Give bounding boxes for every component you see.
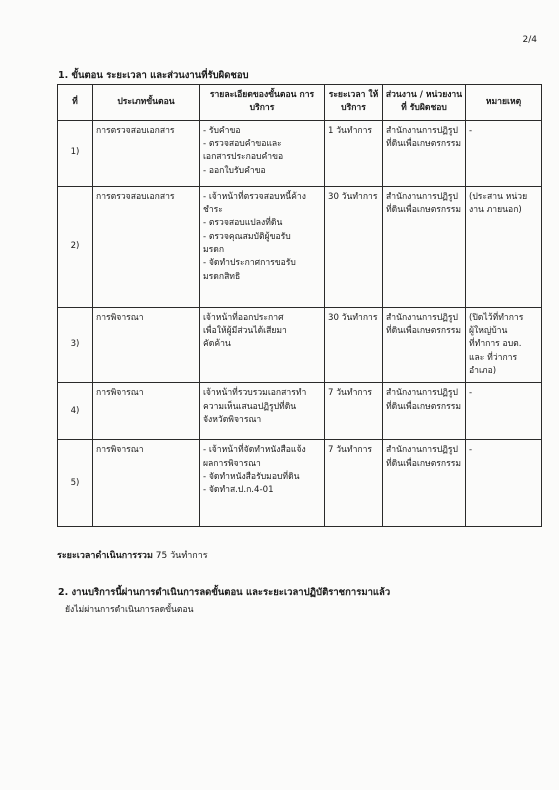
table-row <box>58 383 542 440</box>
detail-line: - ตรวจคุณสมบัติผู้ขอรับ <box>203 231 291 242</box>
step-details <box>200 186 325 307</box>
header-duration: ระยะเวลา ให้บริการ <box>325 85 383 121</box>
detail-line: เอกสารประกอบคำขอ <box>203 152 284 163</box>
total-time-value: 75 วันทำการ <box>155 551 208 561</box>
row-number: 3) <box>58 307 93 383</box>
step-details <box>200 120 325 186</box>
detail-line: - เจ้าหน้าที่ตรวจสอบหนี้ค้าง <box>203 191 306 202</box>
total-time-label: ระยะเวลาดำเนินการรวม <box>57 551 153 561</box>
step-remark: - <box>466 440 542 527</box>
section2-title: 2. งานบริการนี้ผ่านการดำเนินการลดขั้นตอน และระยะเวลาปฏิบัติราชการมาแล้ว <box>58 587 391 598</box>
header-unit: ส่วนงาน / หน่วยงานที่ รับผิดชอบ <box>383 85 466 121</box>
page-number: 2/4 <box>522 35 537 45</box>
row-number: 1) <box>58 120 93 186</box>
step-duration: 7 วันทำการ <box>325 383 383 440</box>
step-type: การพิจารณา <box>93 440 200 527</box>
detail-line: - ออกใบรับคำขอ <box>203 165 266 176</box>
step-remark: (ประสาน หน่วยงาน ภายนอก) <box>466 186 542 307</box>
detail-line: - จัดทำส.ป.ก.4-01 <box>203 485 274 496</box>
row-number: 2) <box>58 186 93 307</box>
responsible-unit: สำนักงานการปฏิรูปที่ดินเพื่อเกษตรกรรม <box>383 440 466 527</box>
step-details <box>200 307 325 383</box>
responsible-unit: สำนักงานการปฏิรูปที่ดินเพื่อเกษตรกรรม <box>383 383 466 440</box>
detail-line: เพื่อให้ผู้มีส่วนได้เสียมา <box>203 325 287 336</box>
steps-table <box>57 84 542 527</box>
section2-text: ยังไม่ผ่านการดำเนินการลดขั้นตอน <box>65 605 194 615</box>
detail-line: มรดกสิทธิ <box>203 271 241 282</box>
step-type: การตรวจสอบเอกสาร <box>93 186 200 307</box>
step-details <box>200 383 325 440</box>
step-type: การพิจารณา <box>93 383 200 440</box>
detail-line: เจ้าหน้าที่รวบรวมเอกสารทำ <box>203 388 307 399</box>
responsible-unit: สำนักงานการปฏิรูปที่ดินเพื่อเกษตรกรรม <box>383 120 466 186</box>
step-details <box>200 440 325 527</box>
detail-line: - จัดทำประกาศการขอรับ <box>203 258 296 269</box>
step-duration: 30 วันทำการ <box>325 186 383 307</box>
table-row <box>58 120 542 186</box>
responsible-unit: สำนักงานการปฏิรูปที่ดินเพื่อเกษตรกรรม <box>383 307 466 383</box>
responsible-unit: สำนักงานการปฏิรูปที่ดินเพื่อเกษตรกรรม <box>383 186 466 307</box>
detail-line: ความเห็นเสนอปฏิรูปที่ดิน <box>203 401 297 412</box>
detail-line: - รับคำขอ <box>203 125 241 136</box>
section1-title: 1. ขั้นตอน ระยะเวลา และส่วนงานที่รับผิดชอบ <box>58 70 249 81</box>
total-time <box>57 548 208 562</box>
detail-line: - ตรวจสอบคำขอและ <box>203 138 282 149</box>
header-type: ประเภทขั้นตอน <box>93 85 200 121</box>
step-remark: (ปิดไว้ที่ทำการ ผู้ใหญ่บ้านที่ทำการ อบต. และ ที่ว่าการอำเภอ) <box>466 307 542 383</box>
detail-line: - ตรวจสอบแปลงที่ดิน <box>203 218 283 229</box>
header-remark: หมายเหตุ <box>466 85 542 121</box>
step-duration: 30 วันทำการ <box>325 307 383 383</box>
detail-line: - จัดทำหนังสือรับมอบที่ดิน <box>203 471 300 482</box>
header-no: ที่ <box>58 85 93 121</box>
detail-line: คัดค้าน <box>203 339 231 350</box>
step-type: การตรวจสอบเอกสาร <box>93 120 200 186</box>
table-row <box>58 186 542 307</box>
header-details: รายละเอียดของขั้นตอน การบริการ <box>200 85 325 121</box>
step-remark: - <box>466 383 542 440</box>
detail-line: มรดก <box>203 244 225 255</box>
step-duration: 1 วันทำการ <box>325 120 383 186</box>
row-number: 4) <box>58 383 93 440</box>
detail-line: จังหวัดพิจารณา <box>203 414 262 425</box>
table-row <box>58 440 542 527</box>
detail-line: ชำระ <box>203 204 223 215</box>
step-remark: - <box>466 120 542 186</box>
step-type: การพิจารณา <box>93 307 200 383</box>
row-number: 5) <box>58 440 93 527</box>
detail-line: เจ้าหน้าที่ออกประกาศ <box>203 312 284 323</box>
step-duration: 7 วันทำการ <box>325 440 383 527</box>
detail-line: ผลการพิจารณา <box>203 458 261 469</box>
table-row <box>58 307 542 383</box>
detail-line: - เจ้าหน้าที่จัดทำหนังสือแจ้ง <box>203 445 306 456</box>
table-header-row <box>58 85 542 121</box>
